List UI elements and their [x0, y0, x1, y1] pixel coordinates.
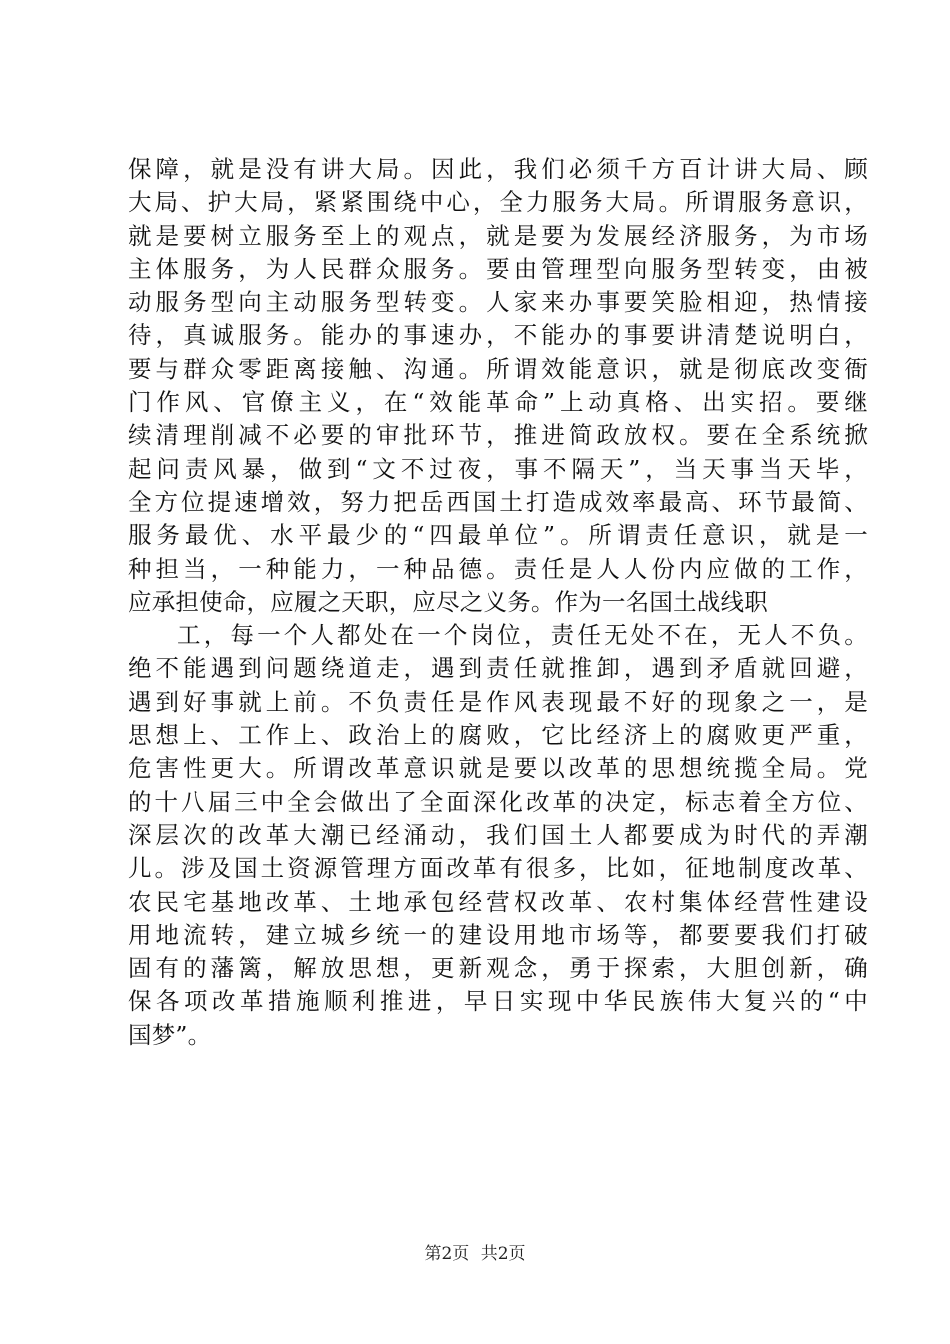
- text-line: 保各项改革措施顺利推进，早日实现中华民族伟大复兴的“中: [128, 987, 868, 1016]
- page-number-current: 第2页: [424, 1244, 470, 1264]
- page-number-total: 共2页: [480, 1244, 526, 1264]
- text-line: 农民宅基地改革、土地承包经营权改革、农村集体经营性建设: [128, 887, 868, 916]
- text-line: 全方位提速增效，努力把岳西国土打造成效率最高、环节最简、: [128, 487, 868, 516]
- page-footer: [0, 1243, 950, 1265]
- text-line: 思想上、工作上、政治上的腐败，它比经济上的腐败更严重，: [128, 721, 868, 750]
- text-line: 待，真诚服务。能办的事速办，不能办的事要讲清楚说明白，: [128, 321, 868, 350]
- text-line: 的十八届三中全会做出了全面深化改革的决定，标志着全方位、: [128, 787, 868, 816]
- text-line: 动服务型向主动服务型转变。人家来办事要笑脸相迎，热情接: [128, 288, 868, 317]
- text-line: 固有的藩篱，解放思想，更新观念，勇于探索，大胆创新，确: [128, 954, 868, 983]
- body-text: [128, 153, 868, 1052]
- text-line: 保障，就是没有讲大局。因此，我们必须千方百计讲大局、顾: [128, 155, 868, 183]
- text-line: 主体服务，为人民群众服务。要由管理型向服务型转变，由被: [128, 254, 868, 283]
- text-line: 服务最优、水平最少的“四最单位”。所谓责任意识，就是一: [128, 521, 868, 550]
- text-line: 种担当，一种能力，一种品德。责任是人人份内应做的工作，: [128, 554, 868, 583]
- text-line: 绝不能遇到问题绕道走，遇到责任就推卸，遇到矛盾就回避，: [128, 654, 868, 683]
- text-line: 起问责风暴，做到“文不过夜，事不隔天”，当天事当天毕，: [128, 454, 868, 483]
- text-line: 大局、护大局，紧紧围绕中心，全力服务大局。所谓服务意识，: [128, 188, 868, 217]
- text-line: 门作风、官僚主义，在“效能革命”上动真格、出实招。要继: [128, 388, 868, 417]
- text-line: 遇到好事就上前。不负责任是作风表现最不好的现象之一，是: [128, 687, 868, 716]
- text-line: 用地流转，建立城乡统一的建设用地市场等，都要要我们打破: [128, 920, 868, 949]
- text-line: 儿。涉及国土资源管理方面改革有很多，比如，征地制度改革、: [128, 854, 868, 883]
- text-line: 应承担使命，应履之天职，应尽之义务。作为一名国土战线职: [128, 587, 768, 616]
- text-line: 危害性更大。所谓改革意识就是要以改革的思想统揽全局。党: [128, 754, 868, 783]
- text-line: 深层次的改革大潮已经涌动，我们国土人都要成为时代的弄潮: [128, 820, 868, 849]
- text-line: 要与群众零距离接触、沟通。所谓效能意识，就是彻底改变衙: [128, 354, 868, 383]
- text-line: 续清理削减不必要的审批环节，推进简政放权。要在全系统掀: [128, 421, 868, 450]
- text-line: 就是要树立服务至上的观点，就是要为发展经济服务，为市场: [128, 221, 868, 250]
- text-line: 国梦”。: [128, 1020, 212, 1049]
- text-line: 工，每一个人都处在一个岗位，责任无处不在，无人不负。: [177, 621, 868, 650]
